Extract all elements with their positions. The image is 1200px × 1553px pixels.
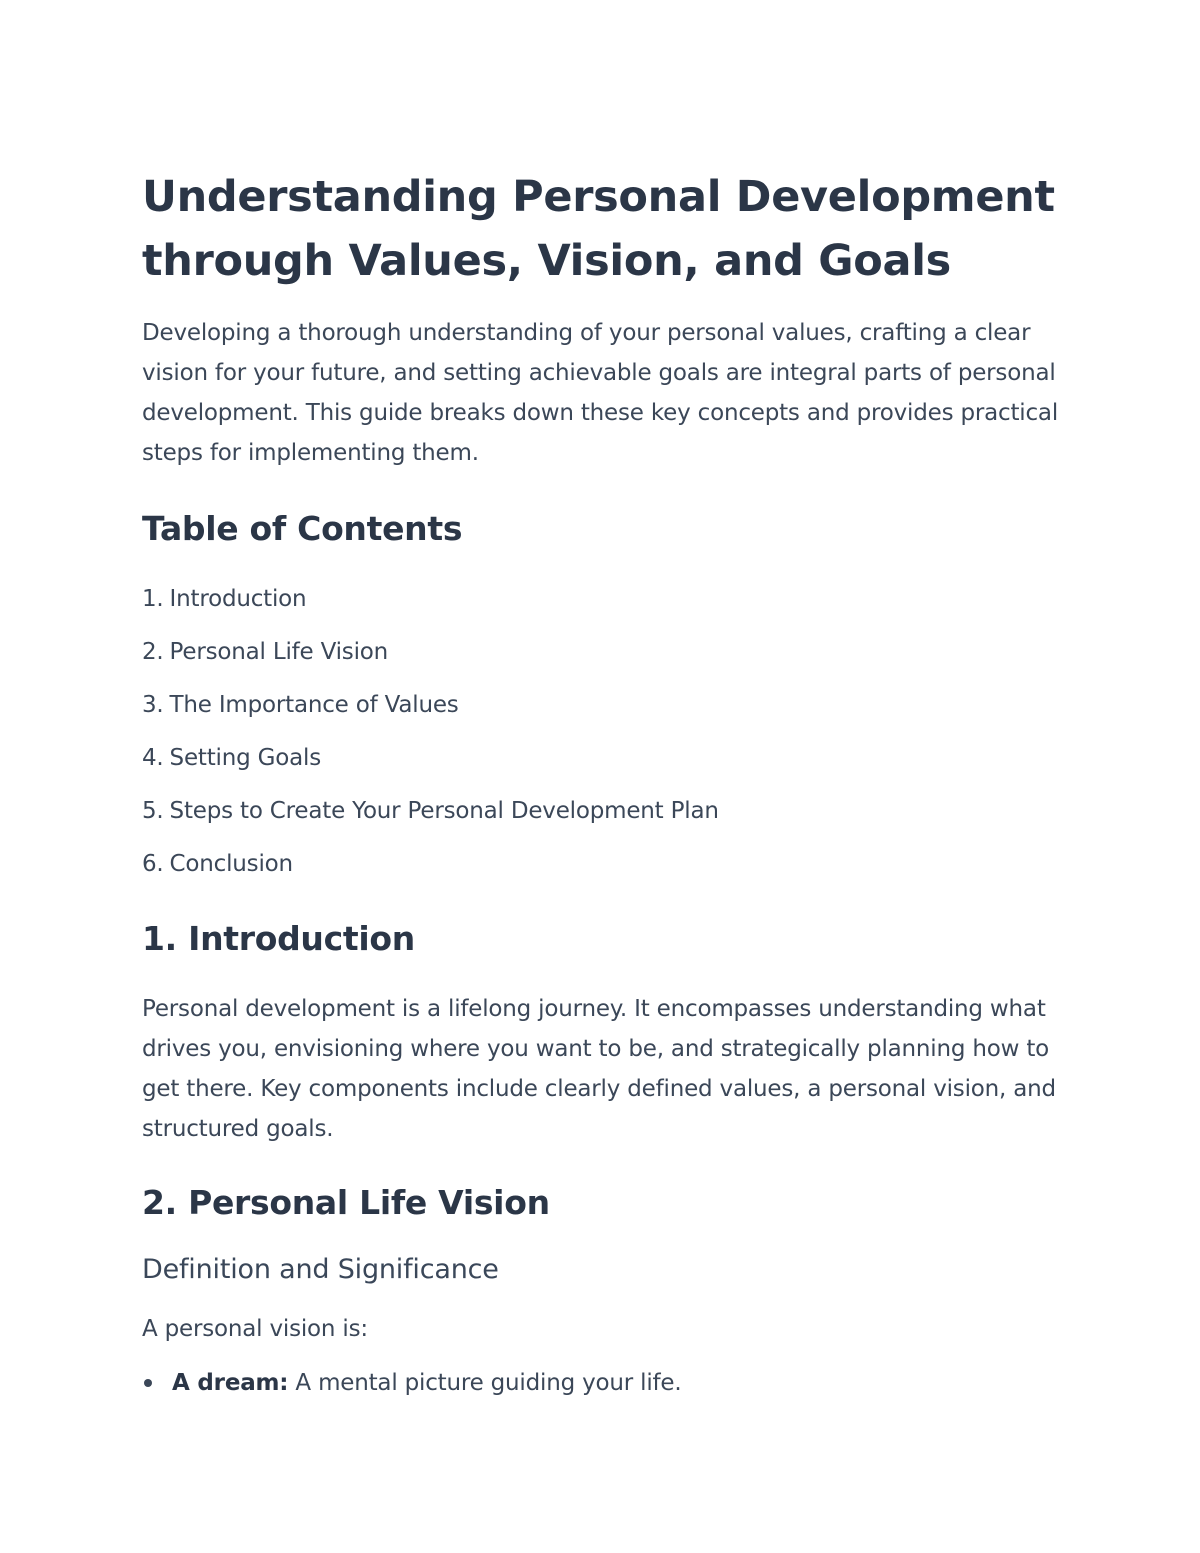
toc-item-label: Introduction: [169, 586, 307, 612]
subheading-definition: Definition and Significance: [142, 1254, 499, 1285]
vision-bullet-list: [142, 1363, 1062, 1403]
document-page: [142, 165, 1062, 1403]
toc-item-importance-of-values[interactable]: [142, 679, 1062, 732]
bullet-icon: [144, 1379, 152, 1387]
toc-item-steps-plan[interactable]: [142, 785, 1062, 838]
section-heading-personal-life-vision: 2. Personal Life Vision: [142, 1183, 550, 1222]
vision-lead-text: A personal vision is:: [142, 1316, 368, 1342]
toc-item-number: 2.: [142, 639, 164, 665]
table-of-contents: [142, 573, 1062, 891]
toc-item-label: Setting Goals: [169, 745, 321, 771]
intro-paragraph: Developing a thorough understanding of your personal values, crafting a clear vision for your future, and setting achievable goals are integral parts of personal development. This guide breaks down these key concepts and provides practical steps for implementing them.: [142, 320, 1059, 466]
list-item: [142, 1363, 1062, 1403]
toc-item-introduction[interactable]: [142, 573, 1062, 626]
toc-item-number: 3.: [142, 692, 164, 718]
bullet-text: A mental picture guiding your life.: [288, 1370, 682, 1396]
toc-item-label: The Importance of Values: [169, 692, 459, 718]
toc-item-number: 1.: [142, 586, 164, 612]
toc-item-number: 6.: [142, 851, 164, 877]
toc-item-setting-goals[interactable]: [142, 732, 1062, 785]
toc-item-label: Conclusion: [169, 851, 293, 877]
document-title: Understanding Personal Development through Values, Vision, and Goals: [142, 172, 1055, 286]
toc-item-personal-life-vision[interactable]: [142, 626, 1062, 679]
introduction-paragraph: Personal development is a lifelong journey. It encompasses understanding what drives you, envisioning where you want to be, and strategically planning how to get there. Key components include clearly defined values, a personal vision, and structured goals.: [142, 996, 1056, 1142]
toc-item-label: Steps to Create Your Personal Development Plan: [169, 798, 719, 824]
bullet-term: A dream:: [172, 1370, 289, 1396]
toc-item-conclusion[interactable]: [142, 838, 1062, 891]
toc-heading: Table of Contents: [142, 509, 463, 548]
toc-item-number: 5.: [142, 798, 164, 824]
toc-item-label: Personal Life Vision: [169, 639, 389, 665]
section-heading-introduction: 1. Introduction: [142, 919, 415, 958]
toc-item-number: 4.: [142, 745, 164, 771]
